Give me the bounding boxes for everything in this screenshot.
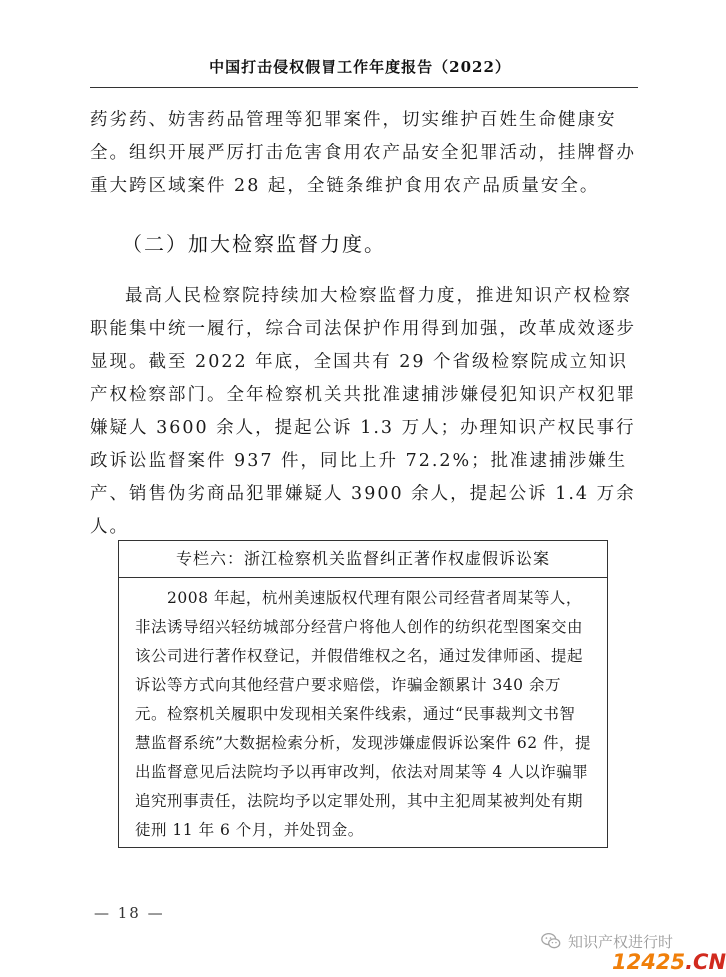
logo-tld: CN bbox=[693, 950, 726, 974]
section-heading: （二）加大检察监督力度。 bbox=[122, 232, 386, 256]
paragraph-procuratorate bbox=[90, 280, 638, 544]
site-logo bbox=[612, 950, 726, 974]
wechat-icon bbox=[540, 930, 562, 952]
paragraph-continued bbox=[90, 104, 638, 203]
page-number: — 18 — bbox=[94, 904, 165, 922]
sidebar-box-title: 专栏六：浙江检察机关监督纠正著作权虚假诉讼案 bbox=[119, 541, 607, 578]
watermark-text: 知识产权进行时 bbox=[568, 932, 674, 951]
logo-dot: . bbox=[685, 950, 694, 974]
logo-number: 12425 bbox=[612, 950, 686, 974]
sidebar-box-text: 2008 年起，杭州美速版权代理有限公司经营者周某等人，非法诱导绍兴轻纺城部分经营户将他人创作的纺织花型图案交由该公司进行著作权登记，并假借维权之名，通过发律师函、提起诉讼等方式向其他经营户要求赔偿，诈骗金额累计 340 余万元。检察机关履职中发现相关案件线索，通过“民事裁判文书智慧监督系统”大数据检索分析，发现涉嫌虚假诉讼案件 62 件，提出监督意见后法院均予以再审改判，依法对周某等 4 人以诈骗罪追究刑事责任，法院均予以定罪处刑，其中主犯周某被判处有期徒刑 11 年 6 个月，并处罚金。 bbox=[135, 589, 592, 839]
running-header: 中国打击侵权假冒工作年度报告（2022） bbox=[209, 58, 511, 76]
paragraph-text: 最高人民检察院持续加大检察监督力度，推进知识产权检察职能集中统一履行，综合司法保护作用得到加强，改革成效逐步显现。截至 2022 年底，全国共有 29 个省级检察院成立知识产权检察部门。全年检察机关共批准逮捕涉嫌侵犯知识产权犯罪嫌疑人 3600 余人，提起公诉 1.3 万人；办理知识产权民事行政诉讼监督案件 937 件，同比上升 72.2%；批准逮捕涉嫌生产、销售伪劣商品犯罪嫌疑人 3900 余人，提起公诉 1.4 万余人。 bbox=[90, 286, 636, 537]
sidebar-case-box bbox=[118, 540, 608, 848]
paragraph-text: 药劣药、妨害药品管理等犯罪案件，切实维护百姓生命健康安全。组织开展严厉打击危害食用农产品安全犯罪活动，挂牌督办重大跨区域案件 28 起，全链条维护食用农产品质量安全。 bbox=[90, 110, 636, 196]
wechat-watermark bbox=[540, 930, 673, 952]
sidebar-box-body bbox=[119, 578, 607, 845]
header-divider bbox=[90, 87, 638, 88]
